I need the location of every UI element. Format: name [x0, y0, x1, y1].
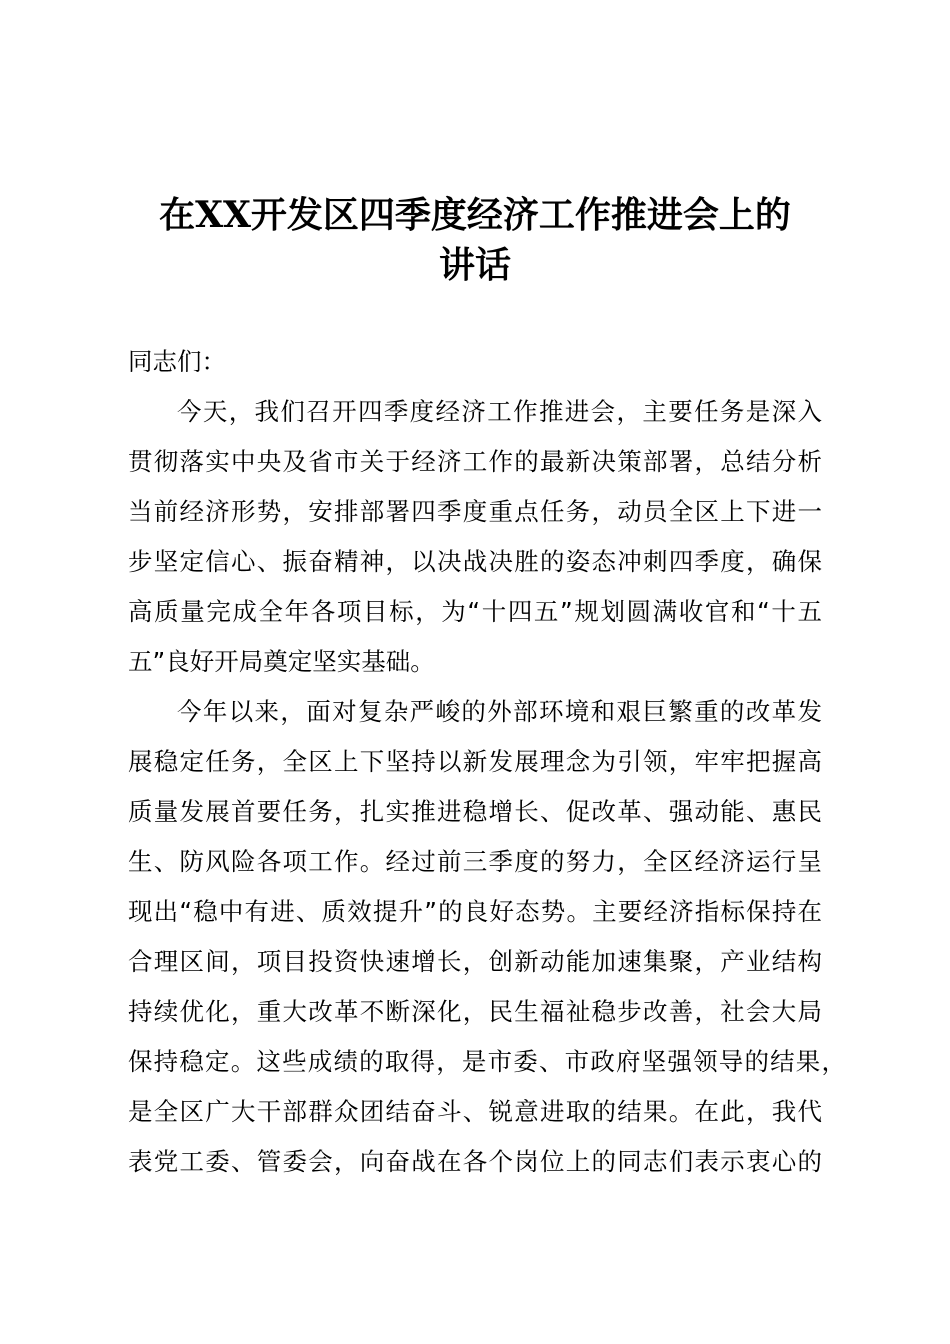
text-line: 持续优化，重大改革不断深化，民生福祉稳步改善，社会大局 [128, 997, 822, 1026]
text-line: 当前经济形势，安排部署四季度重点任务，动员全区上下进一 [128, 497, 822, 526]
text-line: 步坚定信心、振奋精神，以决战决胜的姿态冲刺四季度，确保 [128, 547, 822, 576]
text-line: 表党工委、管委会，向奋战在各个岗位上的同志们表示衷心的 [128, 1147, 822, 1176]
text-line: 是全区广大干部群众团结奋斗、锐意进取的结果。在此，我代 [128, 1097, 822, 1126]
text-line: 今天，我们召开四季度经济工作推进会，主要任务是深入 [177, 397, 822, 426]
text-line: 贯彻落实中央及省市关于经济工作的最新决策部署，总结分析 [128, 447, 822, 476]
text-line: 保持稳定。这些成绩的取得，是市委、市政府坚强领导的结果， [128, 1047, 846, 1076]
document-title-line-2: 讲话 [438, 244, 511, 286]
text-line: 高质量完成全年各项目标，为“十四五”规划圆满收官和“十五 [128, 597, 822, 626]
text-line: 五”良好开局奠定坚实基础。 [128, 647, 435, 676]
text-line: 质量发展首要任务，扎实推进稳增长、促改革、强动能、惠民 [128, 797, 822, 826]
text-line: 合理区间，项目投资快速增长，创新动能加速集聚，产业结构 [128, 947, 822, 976]
salutation: 同志们： [128, 347, 226, 376]
text-line: 今年以来，面对复杂严峻的外部环境和艰巨繁重的改革发 [177, 697, 822, 726]
text-line: 现出“稳中有进、质效提升”的良好态势。主要经济指标保持在 [128, 897, 822, 926]
document-title-line-1: 在XX开发区四季度经济工作推进会上的 [159, 194, 791, 236]
text-line: 生、防风险各项工作。经过前三季度的努力，全区经济运行呈 [128, 847, 822, 876]
text-line: 展稳定任务，全区上下坚持以新发展理念为引领，牢牢把握高 [128, 747, 822, 776]
